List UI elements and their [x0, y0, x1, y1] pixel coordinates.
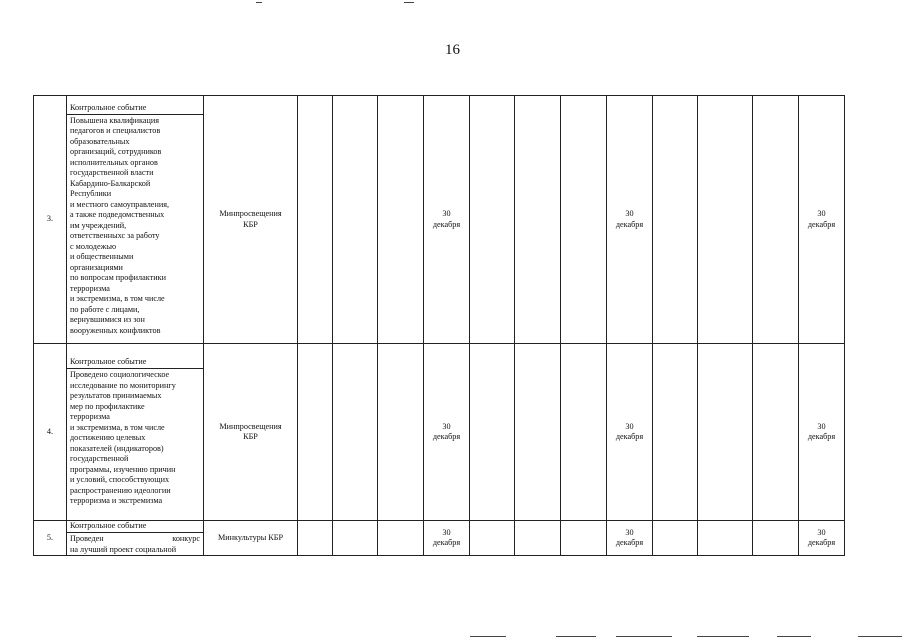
scan-artifact [858, 636, 902, 637]
empty-cell [333, 96, 378, 344]
empty-cell [698, 96, 753, 344]
scan-artifact [777, 636, 811, 637]
event-description-cell [67, 344, 204, 521]
deadline-day: 30 [817, 209, 826, 218]
executor-line: КБР [243, 219, 258, 229]
description-word: Проведен [70, 534, 104, 543]
empty-cell [515, 344, 561, 521]
empty-cell [653, 96, 698, 344]
description-line: программы, изучению причин [70, 464, 176, 474]
empty-cell [753, 344, 799, 521]
description-line: терроризма [70, 283, 110, 293]
empty-cell [333, 521, 378, 556]
table-row [34, 96, 845, 344]
deadline-month: декабря [615, 432, 644, 441]
scan-artifact [697, 636, 749, 637]
deadline-cell [607, 96, 653, 344]
deadline-month: декабря [432, 219, 461, 229]
description-word: конкурс [172, 534, 200, 543]
executor-line: Минпросвещения [219, 209, 282, 218]
executor-cell [204, 344, 298, 521]
description-line: терроризма [70, 412, 110, 422]
scan-artifact [616, 636, 672, 637]
description-line: показателей (индикаторов) [70, 443, 164, 453]
scan-artifact [470, 636, 506, 637]
deadline-cell [799, 521, 845, 556]
deadline-cell [424, 344, 470, 521]
deadline-day: 30 [817, 527, 826, 537]
description-line: и общественными [70, 252, 134, 262]
table-row [34, 521, 845, 556]
empty-cell [298, 344, 333, 521]
page-number: 16 [445, 42, 460, 58]
deadline-cell [424, 96, 470, 344]
description-line: мер по профилактике [70, 401, 145, 411]
empty-cell [470, 344, 515, 521]
event-description-cell [67, 96, 204, 344]
description-line: по вопросам профилактики [70, 273, 166, 283]
empty-cell [470, 96, 515, 344]
deadline-day: 30 [625, 209, 634, 218]
control-event-label: Контрольное событие [67, 357, 203, 369]
empty-cell [561, 96, 607, 344]
deadline-day: 30 [625, 421, 634, 431]
event-description [67, 115, 203, 337]
empty-cell [698, 521, 753, 556]
deadline-month: декабря [432, 432, 461, 441]
empty-cell [515, 96, 561, 344]
description-line: на лучший проект социальной [70, 544, 177, 554]
empty-cell [378, 344, 424, 521]
executor-line: Минпросвещения [219, 421, 282, 431]
row-number: 3. [34, 96, 67, 344]
empty-cell [561, 521, 607, 556]
deadline-cell [799, 96, 845, 344]
empty-cell [753, 96, 799, 344]
empty-cell [653, 344, 698, 521]
deadline-day: 30 [442, 421, 451, 431]
description-line: с молодежью [70, 241, 117, 251]
control-event-label: Контрольное событие [67, 103, 203, 115]
empty-cell [298, 521, 333, 556]
description-line: Проведено социологическое [70, 370, 170, 380]
deadline-month: декабря [432, 538, 461, 547]
empty-cell [470, 521, 515, 556]
empty-cell [378, 96, 424, 344]
table-row [34, 344, 845, 521]
description-line [70, 534, 200, 545]
empty-cell [698, 344, 753, 521]
deadline-day: 30 [442, 527, 451, 537]
description-line: педагогов и специалистов [70, 126, 161, 136]
empty-cell [653, 521, 698, 556]
scan-artifact [404, 2, 414, 3]
row-number: 4. [34, 344, 67, 521]
description-line: терроризма и экстремизма [70, 496, 163, 506]
description-line: организациями [70, 262, 123, 272]
description-line: вооруженных конфликтов [70, 325, 161, 335]
event-description [67, 369, 203, 507]
executor-line: КБР [243, 432, 258, 441]
deadline-cell [799, 344, 845, 521]
deadline-month: декабря [807, 538, 836, 547]
deadline-month: декабря [615, 538, 644, 547]
scan-artifact [256, 2, 262, 3]
description-line: организаций, сотрудников [70, 147, 162, 157]
empty-cell [561, 344, 607, 521]
description-line: исследование по мониторингу [70, 380, 176, 390]
empty-cell [333, 344, 378, 521]
deadline-cell [424, 521, 470, 556]
description-line: вернувшимися из зон [70, 315, 145, 325]
description-line: образовательных [70, 136, 130, 146]
description-line: распространению идеологии [70, 485, 171, 495]
event-description-cell [67, 521, 204, 556]
description-line: исполнительных органов [70, 157, 158, 167]
deadline-month: декабря [615, 219, 644, 229]
executor-cell [204, 521, 298, 556]
description-line: и экстремизма, в том числе [70, 294, 165, 304]
empty-cell [378, 521, 424, 556]
deadline-day: 30 [442, 209, 451, 218]
description-line: и местного самоуправления, [70, 199, 170, 209]
description-line: им учреждений, [70, 220, 127, 230]
row-number: 5. [34, 521, 67, 556]
executor-cell [204, 96, 298, 344]
description-line: и условий, способствующих [70, 475, 170, 485]
description-line: по работе с лицами, [70, 304, 140, 314]
empty-cell [515, 521, 561, 556]
executor-line: Минкультуры КБР [217, 532, 284, 542]
description-line: достижению целевых [70, 433, 146, 443]
deadline-cell [607, 344, 653, 521]
deadline-day: 30 [625, 527, 634, 537]
description-line: а также подведомственных [70, 210, 165, 220]
description-line: Кабардино-Балкарской [70, 178, 151, 188]
description-line: государственной [70, 454, 129, 464]
event-description [67, 533, 203, 555]
description-line: Республики [70, 189, 112, 199]
deadline-day: 30 [817, 421, 826, 431]
events-table [33, 95, 845, 556]
empty-cell [298, 96, 333, 344]
deadline-month: декабря [807, 219, 836, 229]
deadline-month: декабря [807, 432, 836, 441]
control-event-label: Контрольное событие [67, 521, 203, 533]
description-line: и экстремизма, в том числе [70, 422, 165, 432]
description-line: результатов принимаемых [70, 391, 162, 401]
deadline-cell [607, 521, 653, 556]
scan-artifact [556, 636, 596, 637]
description-line: Повышена квалификация [70, 115, 159, 125]
description-line: ответственныхс за работу [70, 231, 160, 241]
empty-cell [753, 521, 799, 556]
description-line: государственной власти [70, 168, 154, 178]
